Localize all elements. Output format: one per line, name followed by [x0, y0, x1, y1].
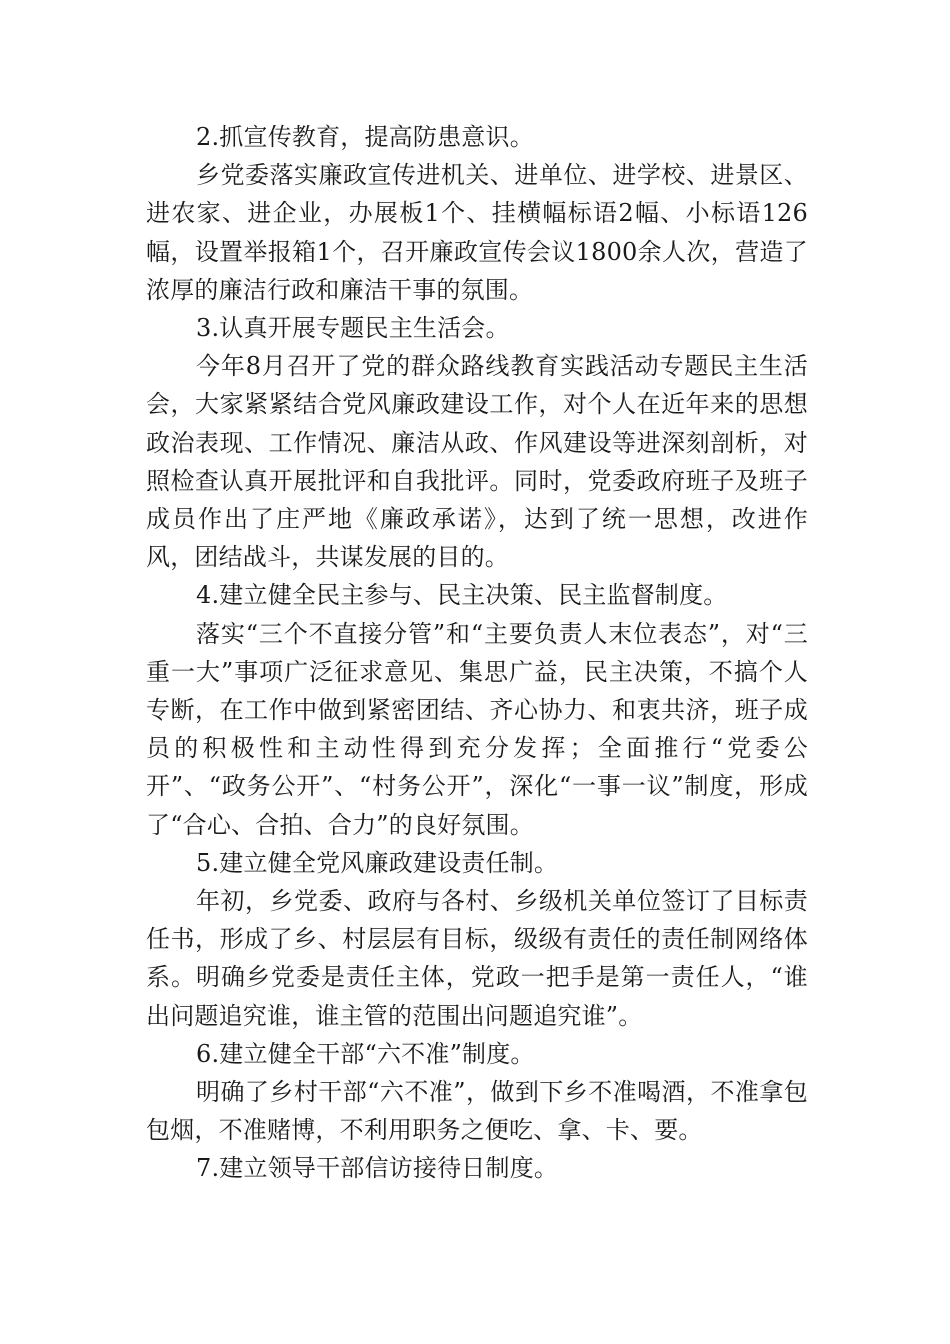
section-body-5: 年初，乡党委、政府与各村、乡级机关单位签订了目标责任书，形成了乡、村层层有目标，级级有责任的责任制网络体系。明确乡党委是责任主体，党政一把手是第一责任人，“谁出问题追究谁，谁主管的范围出问题追究谁”。	[146, 887, 808, 1030]
section-heading-5: 5.建立健全党风廉政建设责任制。	[196, 848, 559, 877]
section-body-4: 落实“三个不直接分管”和“主要负责人末位表态”，对“三重一大”事项广泛征求意见、集思广益，民主决策，不搞个人专断，在工作中做到紧密团结、齐心协力、和衷共济，班子成员的积极性和主动性得到充分发挥；全面推行“党委公开”、“政务公开”、“村务公开”，深化“一事一议”制度，形成了“合心、合拍、合力”的良好氛围。	[146, 619, 808, 839]
section-body-3: 今年8月召开了党的群众路线教育实践活动专题民主生活会，大家紧紧结合党风廉政建设工作，对个人在近年来的思想政治表现、工作情况、廉洁从政、作风建设等进深刻剖析，对照检查认真开展批评和自我批评。同时，党委政府班子及班子成员作出了庄严地《廉政承诺》，达到了统一思想，改进作风，团结战斗，共谋发展的目的。	[146, 352, 808, 572]
section-heading-6: 6.建立健全干部“六不准”制度。	[196, 1039, 535, 1068]
section-body-2: 乡党委落实廉政宣传进机关、进单位、进学校、进景区、进农家、进企业，办展板1个、挂横幅标语2幅、小标语126幅，设置举报箱1个，召开廉政宣传会议1800余人次，营造了浓厚的廉洁行政和廉洁干事的氛围。	[146, 161, 808, 304]
section-heading-2: 2.抓宣传教育，提高防患意识。	[196, 123, 534, 151]
section-heading-3: 3.认真开展专题民主生活会。	[196, 314, 510, 343]
section-heading-7: 7.建立领导干部信访接待日制度。	[196, 1154, 559, 1183]
section-heading-4: 4.建立健全民主参与、民主决策、民主监督制度。	[196, 581, 728, 610]
section-body-6: 明确了乡村干部“六不准”，做到下乡不准喝酒，不准拿包包烟，不准赌博，不利用职务之便吃、拿、卡、要。	[146, 1078, 808, 1145]
document-body	[146, 118, 808, 1188]
